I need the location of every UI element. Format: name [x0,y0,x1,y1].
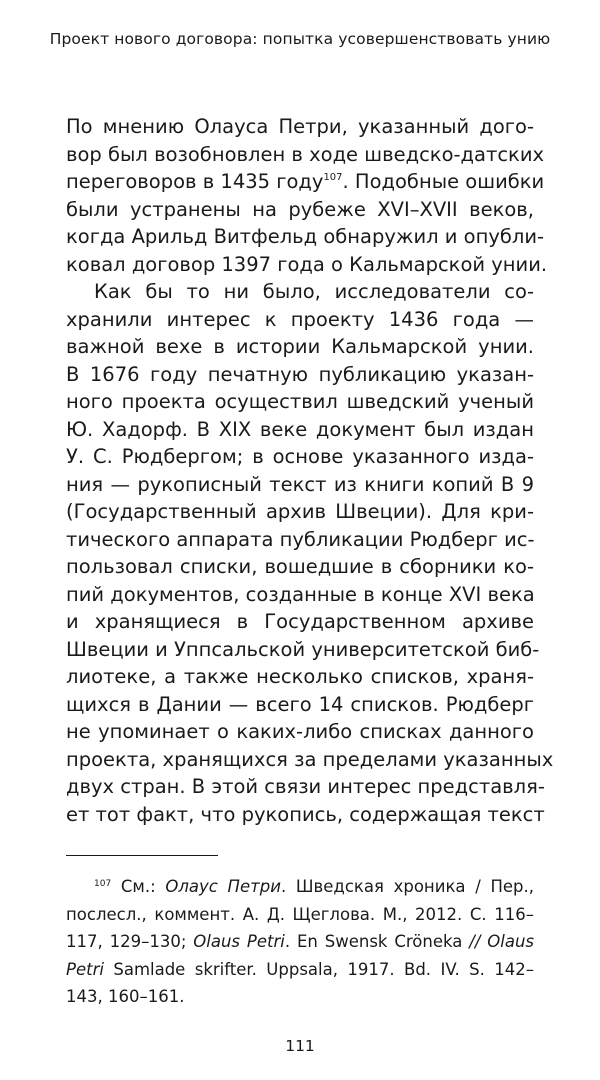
text-line: ния — рукописный текст из книги копий B 9 [66,472,534,496]
page-number: 111 [285,1037,315,1055]
footnote-line: послесл., коммент. А. Д. Щеглова. М., 2012. С. 116– [66,904,534,924]
footnote-separator [66,855,218,856]
text-segment: . Шведская хроника / Пер., [280,877,535,896]
text-segment: Samlade skrifter. Uppsala, 1917. Bd. IV. S. 142– [103,959,534,979]
text-line: пий документов, созданные в конце XVI века [66,582,535,606]
text-line: и хранящиеся в Государственном архиве [66,610,534,633]
author-name: Olaus Petri [193,932,285,951]
text-line: тического аппарата публикации Рюдберг ис- [66,527,535,551]
text-line: У. С. Рюдбергом; в основе указанного изда- [66,445,534,468]
text-segment: . Подобные ошибки [342,170,545,193]
footnote-line [66,956,534,984]
text-line: В 1676 году печатную публикацию указан- [66,362,534,386]
text-line: ного проекта осуществил шведский ученый [66,390,534,413]
text-line: проекта, хранящихся за пределами указанных [66,747,554,771]
footnote-line [66,873,534,901]
text-line: Как бы то ни было, исследователи со- [94,280,534,303]
footnote-line [66,928,534,956]
text-line: Ю. Хадорф. В XIX веке документ был издан [66,417,534,441]
text-line: не упоминает о каких-либо списках данного [66,720,534,743]
main-text [66,113,554,828]
footnote [66,873,534,1011]
text-line: вор был возобновлен в ходе шведско-датских [66,142,545,166]
text-line: ковал договор 1397 года о Кальмарской унии. [66,252,548,276]
text-line: ет тот факт, что рукопись, содержащая текст [66,802,545,826]
series-title: Petri [66,959,104,979]
text-line: Швеции и Уппсальской университетской биб- [66,637,540,661]
text-segment: . En Swensk Cröneka [284,932,470,951]
text-line: щихся в Дании — всего 14 списков. Рюдберг [66,692,534,716]
text-line: важной вехе в истории Кальмарской унии. [66,335,534,358]
footnote-number: 107 [94,879,112,889]
running-header: Проект нового договора: попытка усовершенствовать унию [49,30,551,48]
text-line: лиотеке, а также несколько списков, храня- [66,665,534,688]
text-line: (Государственный архив Швеции). Для кри- [66,500,534,523]
text-line: хранили интерес к проекту 1436 года — [66,307,534,331]
text-line: По мнению Олауса Петри, указанный дого- [66,115,534,138]
footnote-reference[interactable]: 107 [323,172,343,183]
text-segment: переговоров в 1435 году [66,170,324,193]
series-title: // Olaus [469,932,534,951]
text-segment: 117, 129–130; [66,932,194,951]
text-line: когда Арильд Витфельд обнаружил и опубли- [66,225,545,248]
text-line: двух стран. В этой связи интерес представля- [66,775,545,798]
text-line [66,168,545,196]
footnote-line: 143, 160–161. [66,987,185,1006]
author-name: Олаус Петри [165,877,281,896]
text-line: пользовал списки, вошедшие в сборники ко- [66,555,534,578]
text-line: были устранены на рубеже XVI–XVII веков, [66,197,534,221]
text-segment: См.: [111,877,166,896]
